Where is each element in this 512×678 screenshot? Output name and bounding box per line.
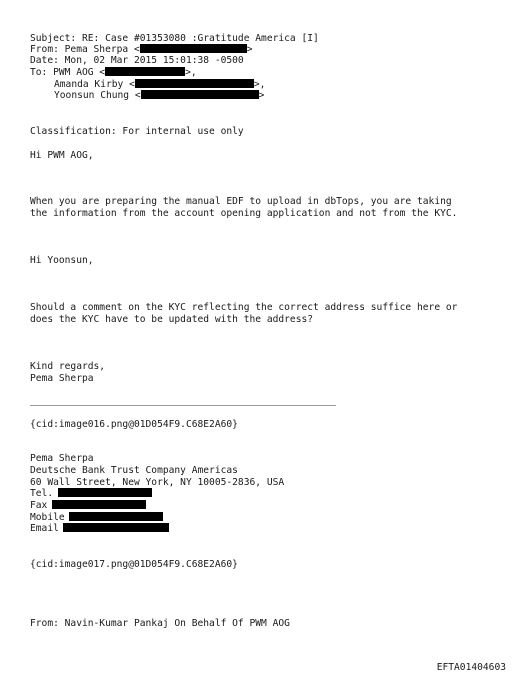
body-paragraph-line: Should a comment on the KYC reflecting the correct address suffice here or — [30, 302, 458, 313]
body-paragraph-line: the information from the account opening application and not from the KYC. — [30, 208, 458, 219]
classification-line: Classification: For internal use only — [30, 126, 244, 137]
closing-line: Kind regards, — [30, 361, 106, 372]
signature-address: 60 Wall Street, New York, NY 10005-2836, USA — [30, 477, 285, 488]
signature-divider — [30, 405, 336, 406]
to-line: To: PWM AOG < >, — [30, 67, 197, 78]
body-paragraph-line: does the KYC have to be updated with the address? — [30, 314, 314, 325]
closing-name: Pema Sherpa — [30, 373, 94, 384]
signature-email: Email — [30, 523, 169, 535]
subject-line: Subject: RE: Case #01353080 :Gratitude America [I] — [30, 33, 319, 44]
embedded-image-reference: {cid:image017.png@01D054F9.C68E2A60} — [30, 559, 238, 570]
cc-line-yoonsun: Yoonsun Chung < > — [54, 90, 265, 101]
body-paragraph-line: When you are preparing the manual EDF to upload in dbTops, you are taking — [30, 196, 452, 207]
forwarded-from-line: From: Navin-Kumar Pankaj On Behalf Of PWM AOG — [30, 618, 290, 629]
cc-line-amanda: Amanda Kirby < >, — [54, 79, 266, 90]
redacted-email — [105, 67, 185, 76]
greeting-line: Hi PWM AOG, — [30, 150, 94, 161]
signature-fax: Fax — [30, 500, 146, 512]
redacted-email — [135, 79, 254, 88]
redacted-email — [63, 523, 169, 532]
greeting-line: Hi Yoonsun, — [30, 255, 94, 266]
redacted-phone — [69, 512, 163, 521]
redacted-email — [140, 44, 247, 53]
redacted-phone — [52, 500, 146, 509]
signature-tel: Tel. — [30, 488, 152, 500]
redacted-phone — [58, 488, 152, 497]
embedded-image-reference: {cid:image016.png@01D054F9.C68E2A60} — [30, 419, 238, 430]
signature-mobile: Mobile — [30, 512, 163, 524]
signature-company: Deutsche Bank Trust Company Americas — [30, 465, 238, 476]
document-id: EFTA01404603 — [436, 662, 506, 673]
signature-name: Pema Sherpa — [30, 453, 94, 464]
date-line: Date: Mon, 02 Mar 2015 15:01:38 -0500 — [30, 55, 244, 66]
from-line: From: Pema Sherpa < > — [30, 44, 253, 55]
redacted-email — [141, 90, 259, 99]
